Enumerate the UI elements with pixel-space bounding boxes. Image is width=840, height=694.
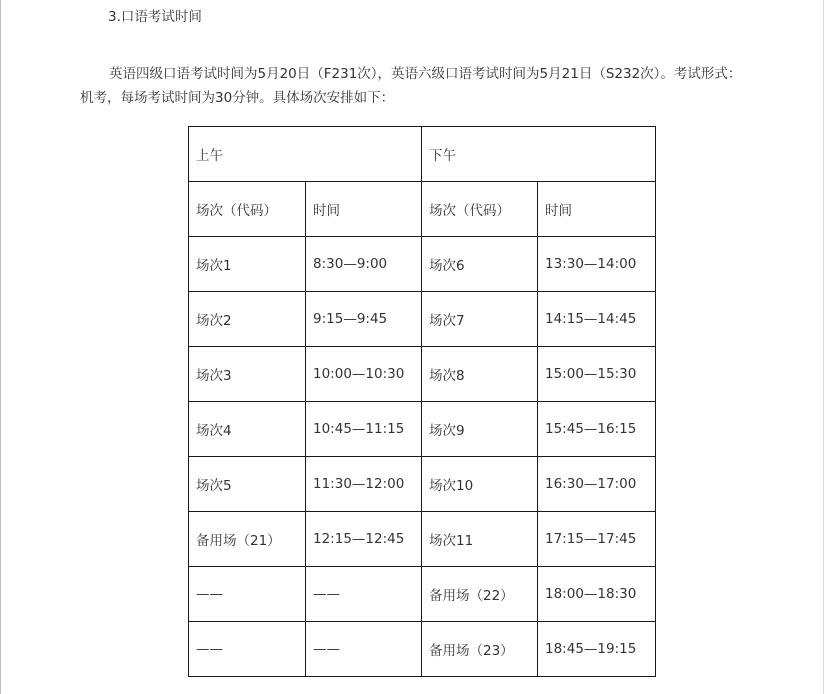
period-afternoon: 下午 (422, 127, 656, 182)
session-am: —— (189, 622, 306, 677)
table-row (189, 347, 656, 402)
table-row (189, 457, 656, 512)
session-am: —— (189, 567, 306, 622)
table-row (189, 622, 656, 677)
time-pm: 16:30—17:00 (538, 457, 656, 512)
session-pm: 场次8 (422, 347, 538, 402)
session-pm: 场次6 (422, 237, 538, 292)
header-session-pm: 场次（代码） (422, 182, 538, 237)
exam-schedule-table (188, 126, 656, 677)
time-pm: 17:15—17:45 (538, 512, 656, 567)
session-am: 备用场（21） (189, 512, 306, 567)
session-pm: 备用场（23） (422, 622, 538, 677)
table-row (189, 292, 656, 347)
table-row (189, 567, 656, 622)
time-am: 11:30—12:00 (306, 457, 422, 512)
session-am: 场次1 (189, 237, 306, 292)
period-row (189, 127, 656, 182)
time-pm: 18:00—18:30 (538, 567, 656, 622)
left-border-line (0, 0, 1, 694)
table-row (189, 237, 656, 292)
period-morning: 上午 (189, 127, 422, 182)
time-pm: 15:45—16:15 (538, 402, 656, 457)
table-row (189, 512, 656, 567)
time-am: 9:15—9:45 (306, 292, 422, 347)
time-am: 10:45—11:15 (306, 402, 422, 457)
time-pm: 14:15—14:45 (538, 292, 656, 347)
header-session-am: 场次（代码） (189, 182, 306, 237)
time-am: 10:00—10:30 (306, 347, 422, 402)
session-am: 场次3 (189, 347, 306, 402)
time-am: 8:30—9:00 (306, 237, 422, 292)
time-pm: 13:30—14:00 (538, 237, 656, 292)
session-pm: 场次10 (422, 457, 538, 512)
header-row (189, 182, 656, 237)
time-pm: 15:00—15:30 (538, 347, 656, 402)
time-am: —— (306, 622, 422, 677)
time-am: —— (306, 567, 422, 622)
section-heading: 3.口语考试时间 (108, 9, 202, 25)
session-pm: 场次7 (422, 292, 538, 347)
session-pm: 场次11 (422, 512, 538, 567)
intro-paragraph-line-1: 英语四级口语考试时间为5月20日（F231次），英语六级口语考试时间为5月21日（S232次）。考试形式： (109, 66, 742, 82)
table-row (189, 402, 656, 457)
session-am: 场次2 (189, 292, 306, 347)
time-pm: 18:45—19:15 (538, 622, 656, 677)
header-time-pm: 时间 (538, 182, 656, 237)
session-am: 场次5 (189, 457, 306, 512)
session-pm: 备用场（22） (422, 567, 538, 622)
right-border-line (823, 0, 824, 694)
session-pm: 场次9 (422, 402, 538, 457)
time-am: 12:15—12:45 (306, 512, 422, 567)
intro-paragraph-line-2: 机考，每场考试时间为30分钟。具体场次安排如下： (80, 90, 395, 106)
session-am: 场次4 (189, 402, 306, 457)
header-time-am: 时间 (306, 182, 422, 237)
intro-paragraph (80, 62, 770, 110)
